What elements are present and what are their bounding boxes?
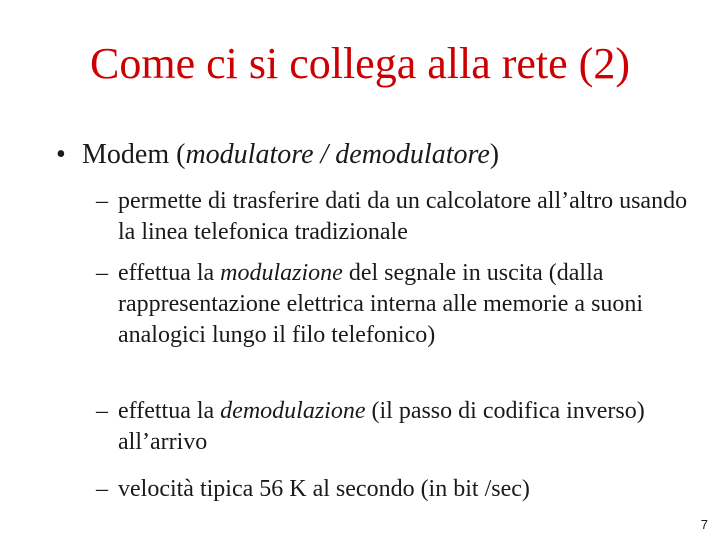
sub-item-text: velocità tipica 56 K al secondo (in bit /sec) bbox=[118, 476, 530, 502]
sub-item-italic: demodulazione bbox=[220, 398, 366, 424]
bullet-paren-close: ) bbox=[489, 139, 500, 170]
sub-item-text bbox=[96, 258, 696, 351]
bullet-dot: • bbox=[56, 139, 66, 170]
bullet-paren-open: ( bbox=[176, 139, 186, 170]
dash: – bbox=[96, 476, 108, 502]
sub-item-2 bbox=[96, 258, 696, 351]
sub-item-prefix: effettua la bbox=[118, 398, 215, 424]
dash: – bbox=[96, 260, 108, 286]
bullet-term: Modem bbox=[82, 139, 170, 170]
sub-item-1 bbox=[96, 186, 696, 248]
bullet-modem bbox=[56, 138, 499, 172]
sub-item-italic: modulazione bbox=[220, 260, 343, 286]
dash: – bbox=[96, 188, 108, 214]
sub-item-prefix: effettua la bbox=[118, 260, 215, 286]
sub-item-text bbox=[96, 396, 696, 458]
sub-item-suffix: del segnale in uscita (dalla rappresentazione elettrica interna alle memorie a suoni analogici lungo il filo telefonico) bbox=[118, 260, 644, 348]
dash: – bbox=[96, 398, 108, 424]
page-number: 7 bbox=[700, 517, 708, 532]
sub-item-suffix: (il passo di codifica inverso) all’arrivo bbox=[118, 398, 645, 455]
slide-title: Come ci si collega alla rete (2) bbox=[90, 39, 630, 88]
bullet-expansion: modulatore / demodulatore bbox=[185, 139, 490, 170]
sub-item-4 bbox=[96, 474, 696, 505]
sub-item-text: permette di trasferire dati da un calcolatore all’altro usando la linea telefonica tradizionale bbox=[118, 188, 688, 245]
sub-item-3 bbox=[96, 396, 696, 458]
